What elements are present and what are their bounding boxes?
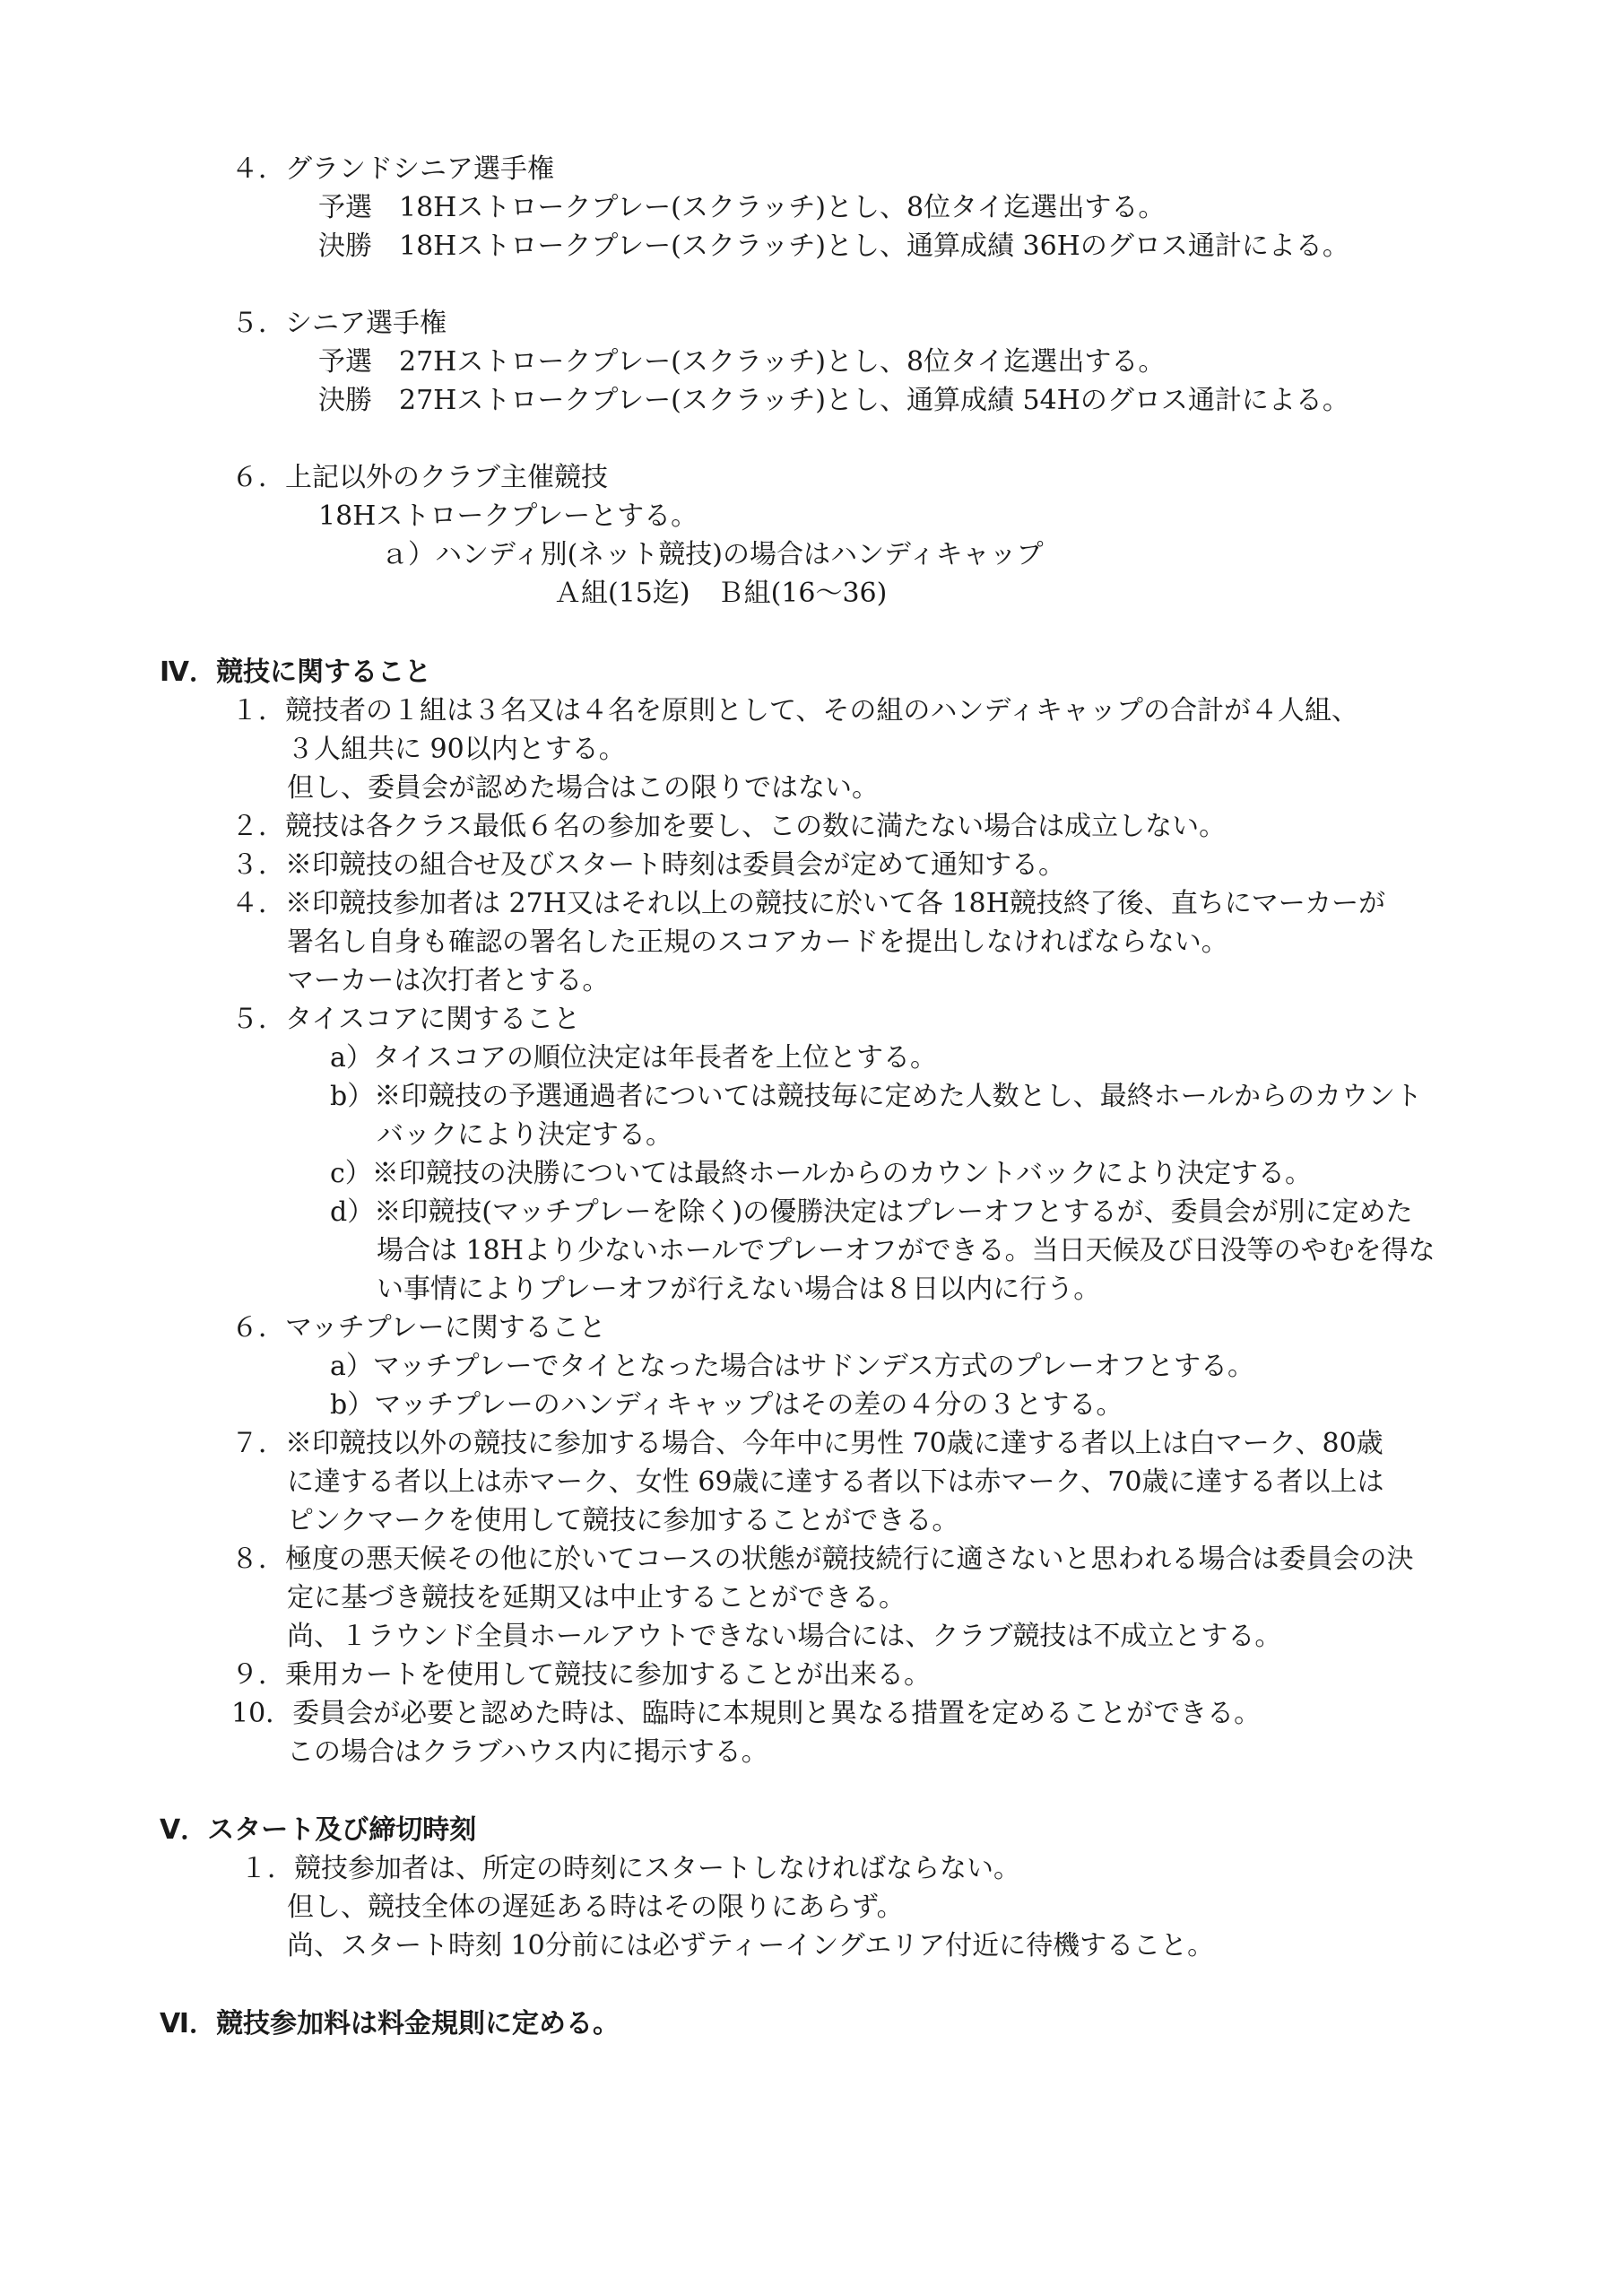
sec4-line: この場合はクラブハウス内に掲示する。 xyxy=(287,1736,768,1768)
sec4-line: 尚、１ラウンド全員ホールアウトできない場合には、クラブ競技は不成立とする。 xyxy=(287,1621,1282,1652)
item5-title: ５．シニア選手権 xyxy=(231,308,447,339)
item4-title: ４．グランドシニア選手権 xyxy=(231,153,554,185)
item6-line2: ａ）ハンディ別(ネット競技)の場合はハンディキャップ xyxy=(381,539,1044,570)
sec4-line: ９．乗用カートを使用して競技に参加することが出来る。 xyxy=(231,1659,931,1691)
sec4-line: に達する者以上は赤マーク、女性 69歳に達する者以下は赤マーク、70歳に達する者以上は xyxy=(287,1466,1384,1498)
item6-line1: 18Hストロークプレーとする。 xyxy=(318,500,698,532)
item5-qualifying: 予選 27Hストロークプレー(スクラッチ)とし、8位タイ迄選出する。 xyxy=(318,346,1166,378)
sec4-line: 場合は 18Hより少ないホールでプレーオフができる。当日天候及び日没等のやむを得な xyxy=(377,1235,1436,1266)
item4-final: 決勝 18Hストロークプレー(スクラッチ)とし、通算成績 36Hのグロス通計による。 xyxy=(318,230,1349,262)
item5-final: 決勝 27Hストロークプレー(スクラッチ)とし、通算成績 54Hのグロス通計による。 xyxy=(318,385,1349,416)
section5-heading: Ⅴ．スタート及び締切時刻 xyxy=(160,1814,477,1846)
sec4-line: 署名し自身も確認の署名した正規のスコアカードを提出しなければならない。 xyxy=(287,926,1228,958)
sec4-line: ５．タイスコアに関すること xyxy=(231,1004,581,1035)
sec4-line: ３人組共に 90以内とする。 xyxy=(287,734,626,765)
sec4-line: バックにより決定する。 xyxy=(377,1119,672,1151)
sec4-line: い事情によりプレーオフが行えない場合は８日以内に行う。 xyxy=(377,1274,1101,1305)
item4-qualifying: 予選 18Hストロークプレー(スクラッチ)とし、8位タイ迄選出する。 xyxy=(318,192,1166,223)
sec4-line: ２．競技は各クラス最低６名の参加を要し、この数に満たない場合は成立しない。 xyxy=(231,811,1227,842)
sec4-line: ８．極度の悪天候その他に於いてコースの状態が競技続行に適さないと思われる場合は委員会の決 xyxy=(231,1544,1414,1575)
section4-heading: Ⅳ．競技に関すること xyxy=(160,657,431,688)
sec4-line: ピンクマークを使用して競技に参加することができる。 xyxy=(287,1505,959,1536)
sec4-line: c）※印競技の決勝については最終ホールからのカウントバックにより決定する。 xyxy=(330,1158,1313,1189)
item6-line3: Ａ組(15迄) Ｂ組(16～36) xyxy=(554,578,888,609)
sec4-line: 10．委員会が必要と認めた時は、臨時に本規則と異なる措置を定めることができる。 xyxy=(231,1698,1262,1729)
sec4-line: ４．※印競技参加者は 27H又はそれ以上の競技に於いて各 18H競技終了後、直ちにマーカーが xyxy=(231,888,1386,919)
section6-heading: Ⅵ．競技参加料は料金規則に定める。 xyxy=(160,2008,620,2039)
sec4-line: b）※印競技の予選通過者については競技毎に定めた人数とし、最終ホールからのカウント xyxy=(330,1081,1423,1112)
sec4-line: b）マッチプレーのハンディキャップはその差の４分の３とする。 xyxy=(330,1389,1123,1421)
sec4-line: ６．マッチプレーに関すること xyxy=(231,1312,606,1344)
sec4-line: マーカーは次打者とする。 xyxy=(287,965,610,996)
sec4-line: 但し、委員会が認めた場合はこの限りではない。 xyxy=(287,772,879,804)
sec4-line: a）タイスコアの順位決定は年長者を上位とする。 xyxy=(330,1042,937,1074)
sec4-line: 定に基づき競技を延期又は中止することができる。 xyxy=(287,1582,906,1613)
sec4-line: a）マッチプレーでタイとなった場合はサドンデス方式のプレーオフとする。 xyxy=(330,1351,1254,1382)
sec5-line: １．競技参加者は、所定の時刻にスタートしなければならない。 xyxy=(240,1853,1020,1884)
sec5-line: 但し、競技全体の遅延ある時はその限りにあらず。 xyxy=(287,1892,904,1923)
sec4-line: １．競技者の１組は３名又は４名を原則として、その組のハンディキャップの合計が４人組、 xyxy=(231,695,1358,726)
sec4-line: ７．※印競技以外の競技に参加する場合、今年中に男性 70歳に達する者以上は白マーク、80歳 xyxy=(231,1428,1383,1459)
sec4-line: d）※印競技(マッチプレーを除く)の優勝決定はプレーオフとするが、委員会が別に定めた xyxy=(330,1196,1413,1228)
sec4-line: ３．※印競技の組合せ及びスタート時刻は委員会が定めて通知する。 xyxy=(231,849,1065,881)
sec5-line: 尚、スタート時刻 10分前には必ずティーイングエリア付近に待機すること。 xyxy=(287,1930,1215,1961)
item6-title: ６．上記以外のクラブ主催競技 xyxy=(231,462,608,493)
